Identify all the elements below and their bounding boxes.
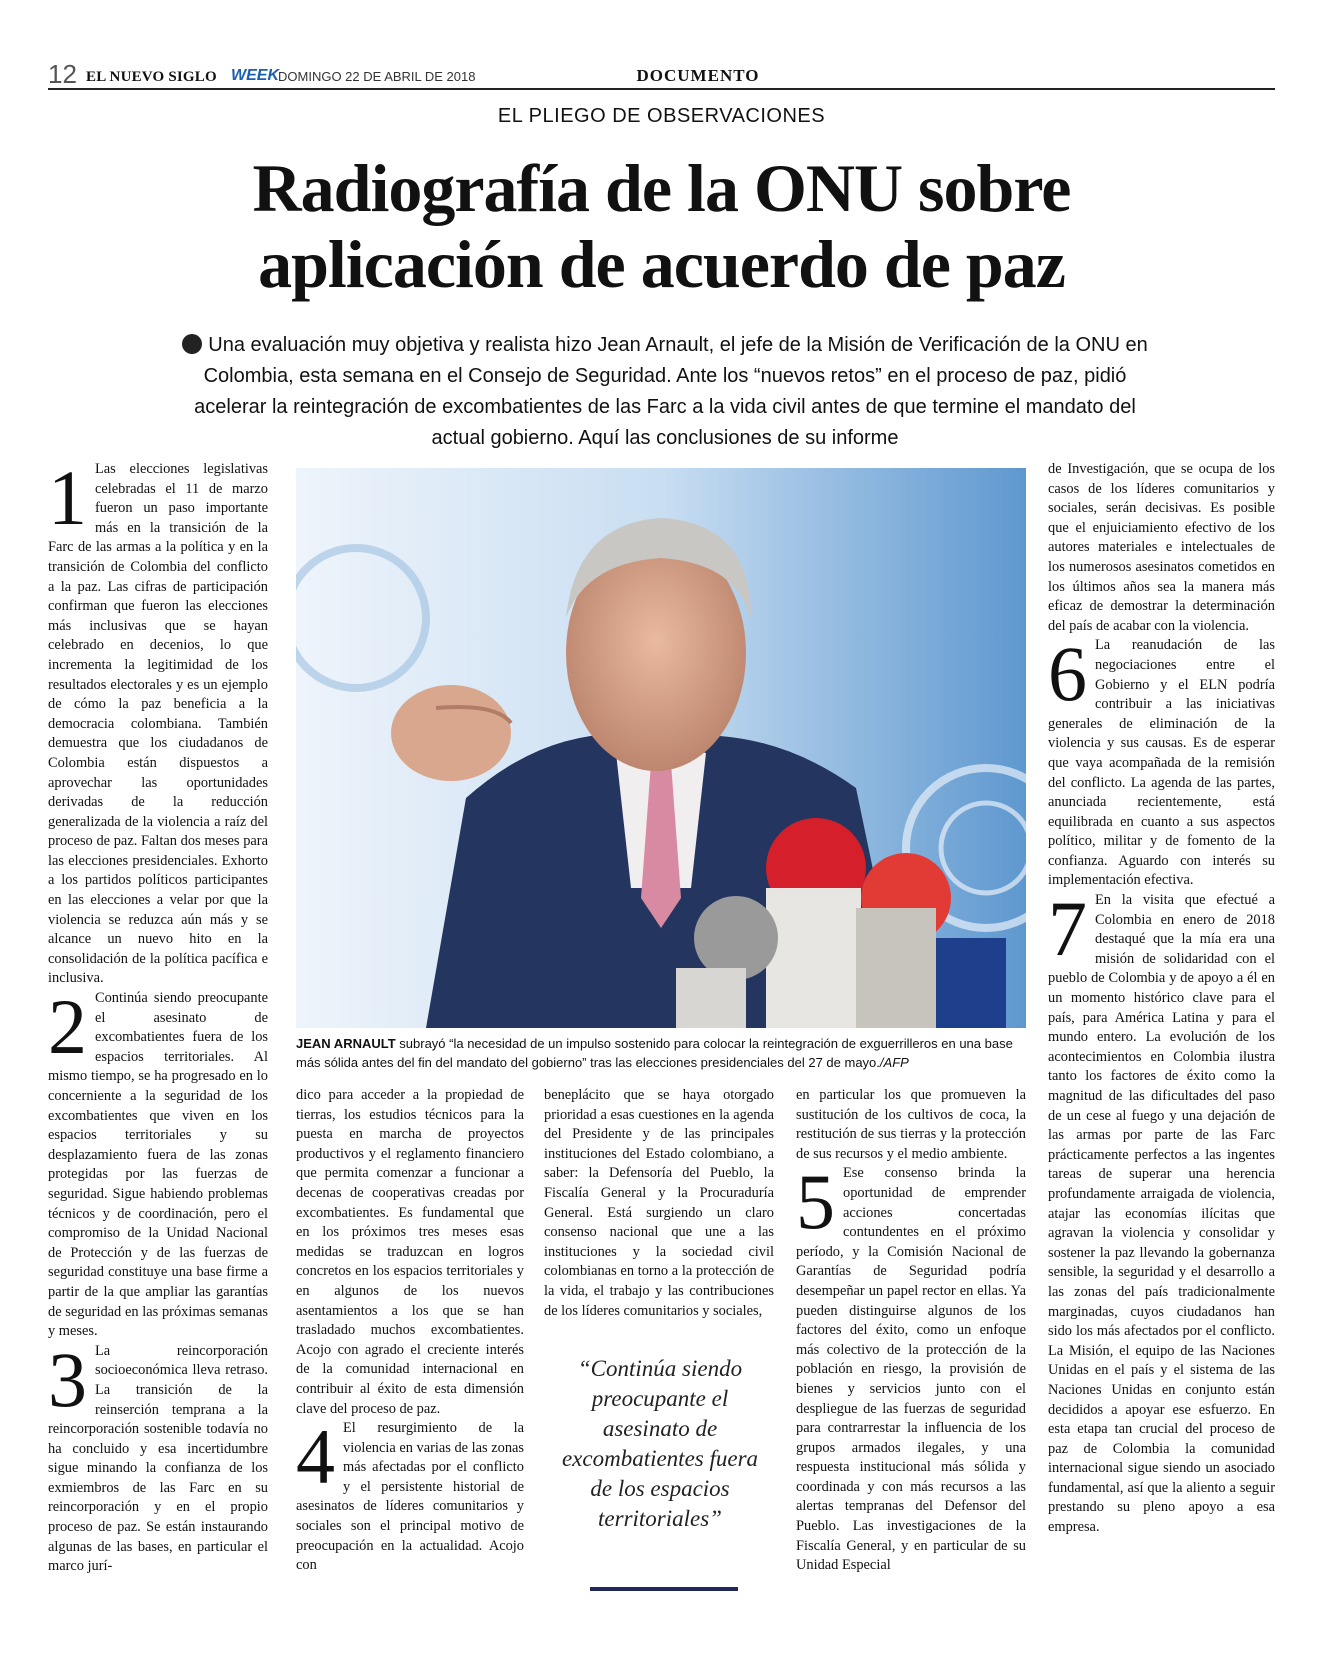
- point-4-text: El resurgimiento de la violencia en varias de las zonas más afectadas por el conflicto y el persistente historial de asesinatos de líderes comunitarios y sociales son el principal motivo de preocupación en la actualidad. Acojo con: [296, 1420, 525, 1574]
- point-4-continued: beneplácito que se haya otorgado prioridad a esas cuestiones en la agenda del Presidente y de las principales instituciones del Estado colombiano, a saber: la Defensoría del Pueblo, la Fiscalía General y la Procuraduría General. Está surgiendo un claro consenso nacional que une a las instituciones y la sociedad civil colombianas en torno a la protección de la vida, el trabajo y las contribuciones de los líderes comunitarios y sociales,: [544, 1087, 774, 1319]
- point-7-text: En la visita que efectué a Colombia en enero de 2018 destaqué que la mía era una misión de solidaridad con el pueblo de Colombia y de apoyo a él en un momento histórico clave para el país, para América Latina y para el mundo entero. La evolución de los acontecimientos en Colombia ilustra tanto los factores de éxito como la magnitud de las dificultades del paso de un cese al fuego y una dejación de las armas por parte de las Farc prácticamente perfectos a las ingentes tareas de superar una herencia profundamente arraigada de violencia, atajar las economías ilícitas que agravan la violencia y consolidar y sostener la paz llevando la gobernanza sensible, la seguridad y el desarrollo a las zonas del país tradicionalmente marginadas, cuyos ciudadanos han sido los más afectados por el conflicto. La Misión, el equipo de las Naciones Unidas en el país y el sistema de las Naciones Unidas en conjunto están decididos a apoyar ese esfuerzo. En esta etapa tan crucial del proceso de paz de Colombia la comunidad internacional sigue siendo un asociado fundamental, así que la aliento a seguir prestando su pleno apoyo a esa empresa.: [1048, 892, 1275, 1536]
- point-3-continued: dico para acceder a la propiedad de tierras, los estudios técnicos para la puesta en marcha de proyectos productivos y el reglamento financiero que permita comenzar a funcionar a decenas de cooperativas creadas por excombatientes. Es fundamental que en los próximos tres meses esas medidas se traduzcan en logros concretos en los espacios territoriales y en algunos de los nuevos asentamientos a los que se han trasladado muchos excombatientes. Acojo con agrado el creciente interés de la comunidad internacional en contribuir al éxito de esta dimensión clave del proceso de paz.: [296, 1087, 524, 1417]
- point-4: [296, 1413, 525, 1576]
- caption-credit: /AFP: [879, 1055, 909, 1070]
- headline-line-1: Radiografía de la ONU sobre: [252, 150, 1071, 226]
- point-number-4: 4: [296, 1413, 335, 1501]
- jean-arnault-photo: [296, 468, 1026, 1028]
- column-5: [1048, 460, 1275, 1538]
- point-5-text: Ese consenso brinda la oportunidad de emprender acciones concertadas contundentes en el próximo período, y la Comisión Nacional de Garantías de Seguridad podría desempeñar un papel rector en ellas. Ya pueden distinguirse algunos de los factores del éxito, como un enfoque más colectivo de la protección de la población en riesgo, la provisión de bienes y servicios junto con el despliegue de las fuerzas de seguridad para contrarrestar la influencia de los grupos armados ilegales, y una respuesta institucional más sólida y coordinada y con más recursos a las alertas tempranas del Defensor del Pueblo. Las investigaciones de la Fiscalía General, y en particular de su Unidad Especial: [796, 1165, 1026, 1574]
- page-number: 12: [48, 59, 77, 89]
- point-number-6: 6: [1048, 630, 1087, 718]
- column-3: [544, 1086, 774, 1321]
- issue-date: DOMINGO 22 DE ABRIL DE 2018: [278, 69, 476, 84]
- point-1-text: Las elecciones legislativas celebradas el 11 de marzo fueron un paso importante más en la transición de la Farc de las armas a la política y en la transición de Colombia del conflicto a la paz. Las cifras de participación confirman que fueron las elecciones más inclusivas que se hayan celebrado en decenios, lo que incrementa la legitimidad de los resultados electorales y es un ejemplo de cómo la paz beneficia a la democracia colombiana. También demuestra que los ciudadanos de Colombia están dispuestos a aprovechar las oportunidades derivadas de la reducción generalizada de la violencia a raíz del proceso de paz. Faltan dos meses para las elecciones presidenciales. Exhorto a los partidos políticos participantes en las elecciones a velar por que la violencia se reduzca aún más y se alcance un nuevo hito en la consolidación de la política pacífica e inclusiva.: [48, 461, 268, 987]
- point-number-7: 7: [1048, 885, 1087, 973]
- point-5: [796, 1158, 1026, 1575]
- page-header: [48, 58, 1275, 90]
- point-1: [48, 454, 268, 989]
- week-label: WEEK: [231, 67, 279, 84]
- point-5-continued: de Investigación, que se ocupa de los casos de los líderes comunitarios y sociales, serán decisivas. Es posible que el enjuiciamiento efectivo de los autores materiales e intelectuales de los numerosos asesinatos cometidos en los últimos años sea la manera más eficaz de demostrar la determinación del país de acabar con la violencia.: [1048, 461, 1275, 634]
- point-6: [1048, 630, 1275, 891]
- point-number-2: 2: [48, 983, 87, 1071]
- article-lead: [180, 330, 1150, 454]
- column-4: [796, 1086, 1026, 1576]
- pull-quote: “Continúa siendo preocupante el asesinato de excombatientes fuera de los espacios territoriales”: [561, 1356, 759, 1531]
- headline-line-2: aplicación de acuerdo de paz: [258, 226, 1065, 302]
- point-number-1: 1: [48, 454, 87, 541]
- point-number-3: 3: [48, 1335, 87, 1423]
- caption-name: JEAN ARNAULT: [296, 1036, 396, 1051]
- article-kicker: EL PLIEGO DE OBSERVACIONES: [497, 105, 826, 127]
- article-photo: [296, 468, 1026, 1028]
- article-headline: [0, 150, 1323, 302]
- pull-quote-rule: [590, 1587, 738, 1591]
- point-number-5: 5: [796, 1158, 835, 1246]
- lead-text: Una evaluación muy objetiva y realista hizo Jean Arnault, el jefe de la Misión de Verificación de la ONU en Colombia, esta semana en el Consejo de Seguridad. Ante los “nuevos retos” en el proceso de paz, pidió acelerar la reintegración de excombatientes de las Farc a la vida civil antes de que termine el mandato del actual gobierno. Aquí las conclusiones de su informe: [194, 334, 1148, 449]
- point-2-text: Continúa siendo preocupante el asesinato de excombatientes fuera de los espacios territoriales. Al mismo tiempo, se ha progresado en lo concerniente a la seguridad de los excombatientes que viven en los espacios territoriales y su desplazamiento fuera de las zonas protegidas por las fuerzas de seguridad. Sigue habiendo problemas técnicos y de coordinación, pero el compromiso de la Unidad Nacional de Protección y de las fuerzas de seguridad constituye una base firme a partir de la que ampliar las garantías de seguridad en las próximas semanas y meses.: [48, 990, 268, 1340]
- point-6-text: La reanudación de las negociaciones entre el Gobierno y el ELN podría contribuir a las iniciativas generales de eliminación de la violencia y sus causas. Es de esperar que vaya acompañada de la remisión del conflicto. La agenda de las partes, anunciada recientemente, está equilibrada en cuanto a sus aspectos político, militar y de fomento de la confianza. Aguardo con interés su implementación efectiva.: [1048, 637, 1275, 889]
- caption-text: subrayó “la necesidad de un impulso sostenido para colocar la reintegración de exguerrilleros en una base más sólida antes del fin del mandato del gobierno” tras las elecciones presidenciales del 27 de mayo.: [296, 1036, 1013, 1070]
- newspaper-name: EL NUEVO SIGLO: [86, 69, 217, 85]
- point-3: [48, 1335, 268, 1577]
- section-name: DOCUMENTO: [636, 66, 760, 85]
- column-1: [48, 454, 268, 1577]
- photo-caption: [296, 1034, 1026, 1072]
- point-2: [48, 983, 268, 1342]
- bullet-dot-icon: [182, 334, 202, 354]
- point-7: [1048, 885, 1275, 1538]
- column-2: [296, 1086, 524, 1576]
- point-4-end: en particular los que promueven la sustitución de los cultivos de coca, la restitución de sus tierras y la protección de sus recursos y el medio ambiente.: [796, 1087, 1026, 1162]
- point-3-text: La reincorporación socioeconómica lleva retraso. La transición de la reinserción temprana a la reincorporación sostenible todavía no ha concluido y esa incertidumbre sigue minando la confianza de los exmiembros de las Farc en su reincorporación y en el propio proceso de paz. Se están instaurando algunas de las bases, en particular el marco jurí-: [48, 1342, 268, 1575]
